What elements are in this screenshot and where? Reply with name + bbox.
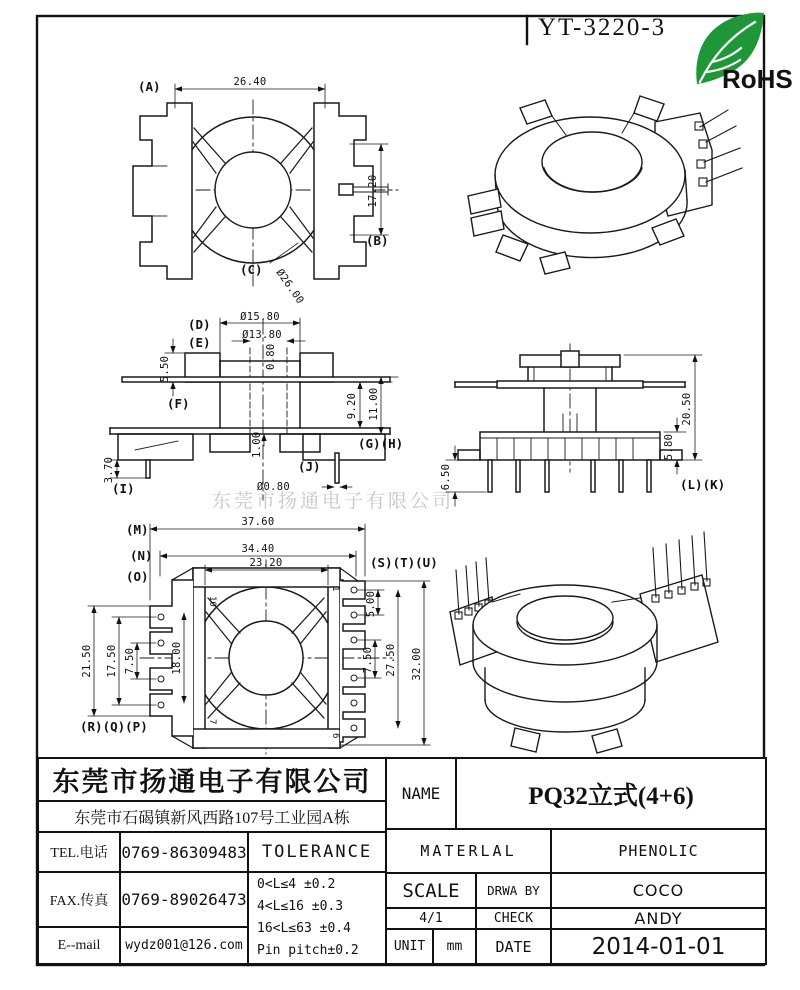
label-i: (I) xyxy=(112,481,135,496)
label-a: (A) xyxy=(138,79,161,94)
pin-number-10: 10 xyxy=(207,596,217,607)
iso-view-bottom xyxy=(450,532,718,753)
dim-r2: 7.50 xyxy=(362,646,374,674)
tolerance-line-3: 16<L≤63 ±0.4 xyxy=(257,921,351,936)
tel-label: TEL.电话 xyxy=(37,831,121,873)
dim-w1: 37.60 xyxy=(241,516,275,528)
label-m: (M) xyxy=(126,522,149,537)
email-label: E--mail xyxy=(37,926,121,965)
pin-number-1: 1 xyxy=(330,586,340,592)
label-o: (O) xyxy=(126,569,149,584)
top-view xyxy=(133,76,398,306)
dim-w2: 34.40 xyxy=(241,543,275,555)
dim-pin-protrude: 6.50 xyxy=(440,463,452,491)
scale-label: SCALE xyxy=(385,872,477,909)
side-view xyxy=(103,311,403,500)
label-n: (N) xyxy=(130,548,153,563)
back-view xyxy=(80,516,438,754)
pin-number-7: 7 xyxy=(207,719,217,725)
email-value: wydz001@126.com xyxy=(119,926,249,965)
dim-base-height: 5.80 xyxy=(663,433,675,461)
dim-window-h: 9.20 xyxy=(346,392,358,420)
name-label: NAME xyxy=(385,757,457,830)
dim-hole-dia: Ø13.80 xyxy=(242,329,282,341)
dim-plate: 1.00 xyxy=(251,431,263,458)
label-f: (F) xyxy=(167,396,190,411)
dim-front-height: 20.50 xyxy=(681,392,693,426)
date-value: 2014-01-01 xyxy=(550,928,767,965)
drawing-number: YT-3220-3 xyxy=(538,14,667,41)
dim-r4: 32.00 xyxy=(411,647,423,681)
dim-l2: 17.50 xyxy=(106,644,118,678)
dim-r1: 5.00 xyxy=(365,590,377,618)
tolerance-line-4: Pin pitch±0.2 xyxy=(257,943,359,958)
material-label: MATERLAL xyxy=(385,828,552,874)
front-view xyxy=(440,344,725,506)
label-e: (E) xyxy=(188,335,211,350)
dim-top-height: 17.20 xyxy=(367,174,379,208)
dim-l1: 21.50 xyxy=(81,644,93,678)
label-stu: (S)(T)(U) xyxy=(370,555,438,570)
dim-body-h: 11.00 xyxy=(368,387,380,421)
dim-l4: 18.00 xyxy=(171,641,183,675)
company-name: 东莞市扬通电子有限公司 xyxy=(37,757,387,802)
scale-value: 4/1 xyxy=(385,907,477,930)
label-rqp: (R)(Q)(P) xyxy=(80,719,148,734)
rohs-logo xyxy=(696,13,792,94)
iso-view-top xyxy=(468,96,742,274)
company-address: 东莞市石碣镇新风西路107号工业园A栋 xyxy=(37,800,387,833)
drwa-by-value: COCO xyxy=(550,872,767,909)
rohs-label: RoHS xyxy=(722,64,793,94)
dim-top-flange-h: 5.50 xyxy=(159,355,171,383)
label-j: (J) xyxy=(298,459,321,474)
label-b: (B) xyxy=(366,233,389,248)
tel-value: 0769-86309483 xyxy=(119,831,249,873)
fax-value: 0769-89026473 xyxy=(119,871,249,928)
unit-label: UNIT xyxy=(385,928,434,965)
dim-top-width: 26.40 xyxy=(233,76,267,88)
dim-wall: 0.80 xyxy=(265,343,277,370)
label-d: (D) xyxy=(188,317,211,332)
drwa-by-label: DRWA BY xyxy=(475,872,552,909)
date-label: DATE xyxy=(475,928,552,965)
tolerance-header: TOLERANCE xyxy=(247,831,387,873)
dim-flange-dia: Ø15.80 xyxy=(240,311,280,323)
dim-pin-dia: Ø0.80 xyxy=(256,481,290,493)
check-value: ANDY xyxy=(550,907,767,930)
label-lk: (L)(K) xyxy=(680,477,726,492)
tolerance-line-2: 4<L≤16 ±0.3 xyxy=(257,899,344,914)
check-label: CHECK xyxy=(475,907,552,930)
dim-l3: 7.50 xyxy=(124,647,136,675)
unit-value: mm xyxy=(432,928,477,965)
watermark-text: 东莞市扬通电子有限公司 xyxy=(212,491,455,512)
dim-pin-length: 3.70 xyxy=(103,456,115,484)
fax-label: FAX.传真 xyxy=(37,871,121,928)
dim-r3: 27.50 xyxy=(385,643,397,677)
dim-w3: 23.20 xyxy=(249,557,283,569)
label-c: (C) xyxy=(240,262,263,277)
dim-core-dia: Ø26.00 xyxy=(273,266,307,307)
tolerance-values xyxy=(247,871,387,965)
tolerance-line-1: 0<L≤4 ±0.2 xyxy=(257,877,336,892)
label-gh: (G)(H) xyxy=(358,436,404,451)
material-value: PHENOLIC xyxy=(550,828,767,874)
part-name: PQ32立式(4+6) xyxy=(455,757,767,830)
pin-number-6: 6 xyxy=(330,733,340,739)
